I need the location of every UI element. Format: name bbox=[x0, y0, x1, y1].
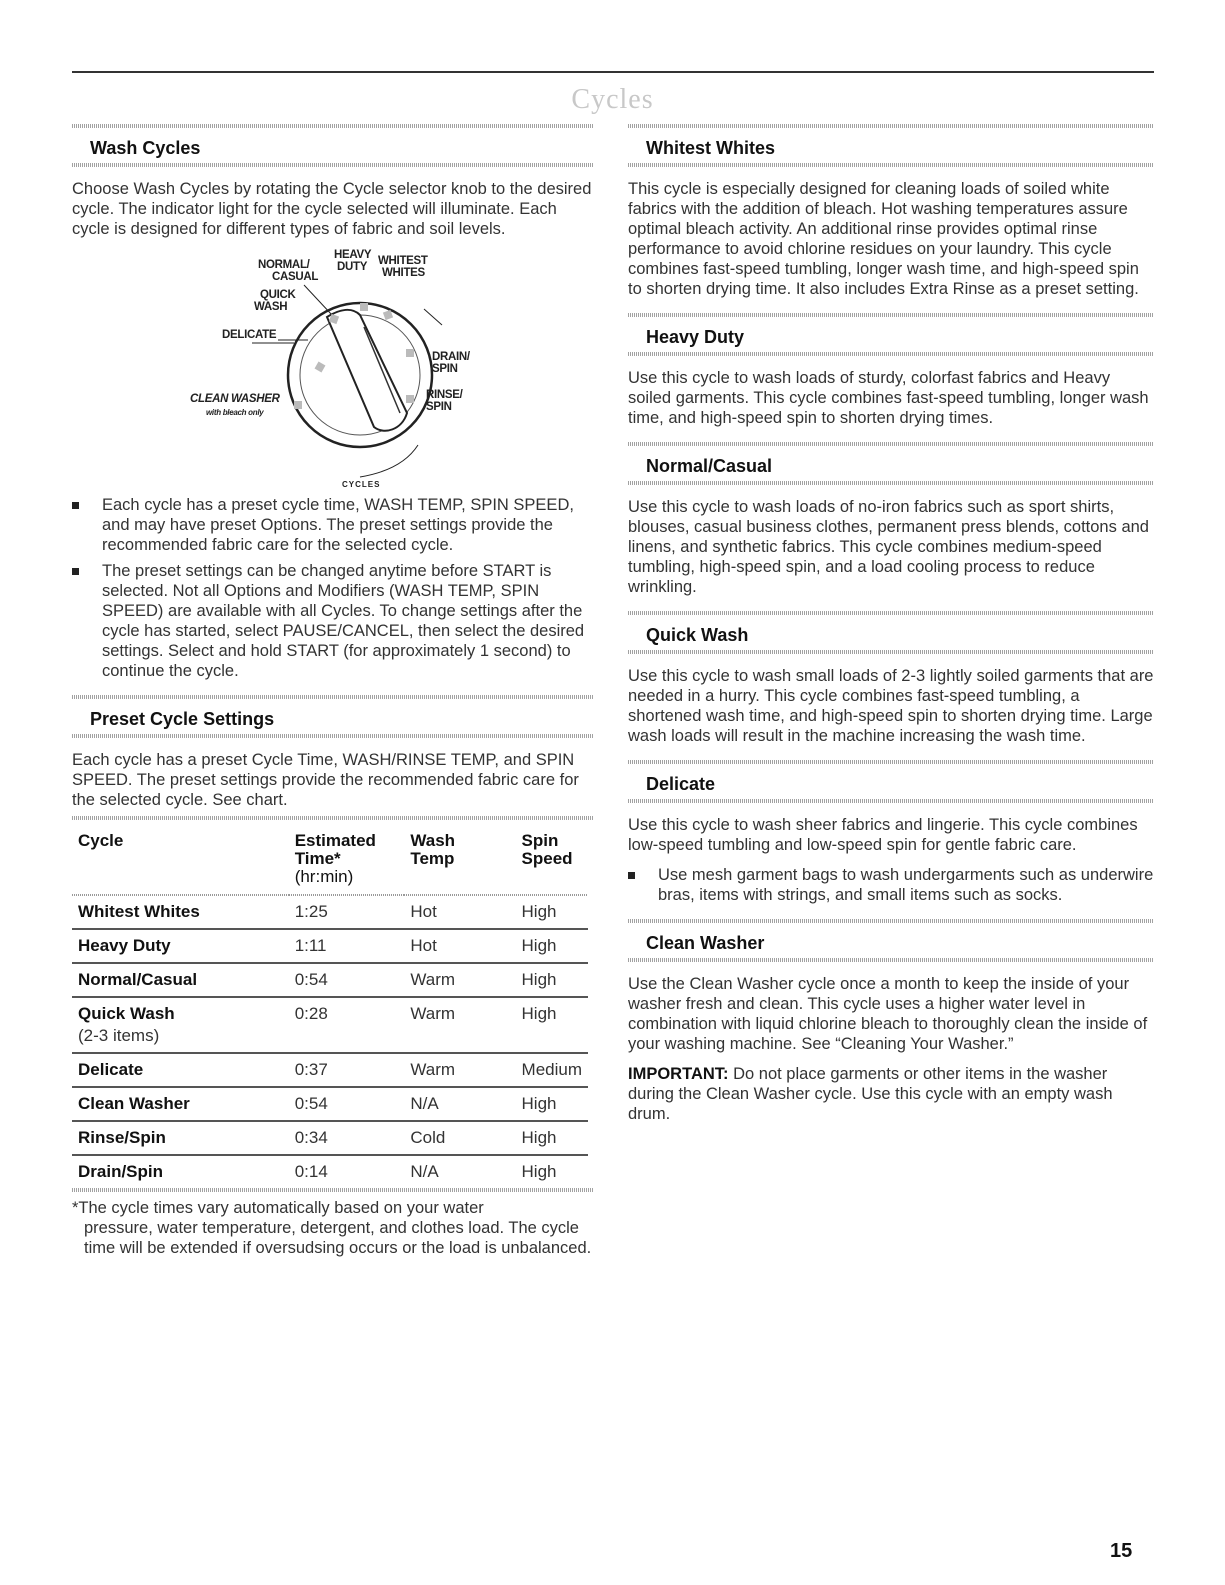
whitest-whites-body: This cycle is especially designed for cleaning loads of soiled white fabrics with the addition of bleach. Hot washing temperatures assure optimal bleach activity. An additional rinse provides optimal rinse performance to avoid chlorine residues on your laundry. This cycle combines fast-speed tumbling, longer wash time, and high-speed spin to shorten drying time. It also includes Extra Rinse as a preset setting. bbox=[628, 180, 1139, 298]
preset-settings-intro: Each cycle has a preset Cycle Time, WASH/RINSE TEMP, and SPIN SPEED. The preset settings provide the recommended fabric care for the selected cycle. See chart. bbox=[72, 751, 579, 809]
cycle-time-footnote bbox=[72, 1198, 594, 1258]
quick-wash-section bbox=[628, 611, 1154, 746]
cell-spin: High bbox=[516, 929, 588, 963]
section-divider bbox=[628, 799, 1154, 803]
cell-temp: Warm bbox=[404, 963, 515, 997]
heavy-duty-body: Use this cycle to wash loads of sturdy, colorfast fabrics and Heavy soiled garments. This cycle combines fast-speed tumbling, longer wash time, and high-speed spin to shorten drying times. bbox=[628, 369, 1149, 427]
cell-cycle: Drain/Spin bbox=[72, 1155, 289, 1188]
normal-casual-section bbox=[628, 442, 1154, 597]
table-row bbox=[72, 1155, 588, 1188]
cell-temp: Hot bbox=[404, 929, 515, 963]
cell-cycle: Rinse/Spin bbox=[72, 1121, 289, 1155]
cell-cycle: Clean Washer bbox=[72, 1087, 289, 1121]
dial-knob-graphic bbox=[72, 245, 594, 485]
wash-cycles-heading: Wash Cycles bbox=[90, 138, 201, 158]
section-divider bbox=[628, 958, 1154, 962]
wash-cycles-intro: Choose Wash Cycles by rotating the Cycle selector knob to the desired cycle. The indicator light for the cycle selected will illuminate. Each cycle is designed for different types of fabric and soil levels. bbox=[72, 180, 592, 238]
cell-time: 0:28 bbox=[289, 997, 405, 1053]
dial-label-delicate: DELICATE bbox=[222, 329, 277, 341]
section-divider bbox=[72, 163, 594, 167]
cell-cycle: Normal/Casual bbox=[72, 963, 289, 997]
cell-spin: High bbox=[516, 894, 588, 929]
delicate-body: Use this cycle to wash sheer fabrics and lingerie. This cycle combines low-speed tumbling and low-speed spin for gentle fabric care. bbox=[628, 816, 1138, 854]
cell-time: 0:54 bbox=[289, 1087, 405, 1121]
cell-temp: Hot bbox=[404, 894, 515, 929]
section-divider bbox=[628, 481, 1154, 485]
preset-settings-heading: Preset Cycle Settings bbox=[90, 709, 275, 729]
section-divider bbox=[628, 352, 1154, 356]
section-divider bbox=[628, 611, 1154, 615]
table-row bbox=[72, 1121, 588, 1155]
dial-label-heavy: HEAVY bbox=[334, 249, 372, 261]
cell-time: 0:34 bbox=[289, 1121, 405, 1155]
dial-label-cycles: CYCLES bbox=[342, 480, 381, 489]
col-header-temp: Wash Temp bbox=[410, 831, 456, 868]
table-divider bbox=[72, 816, 594, 820]
cell-spin: High bbox=[516, 997, 588, 1053]
section-divider bbox=[628, 442, 1154, 446]
col-header-spin: Spin Speed bbox=[521, 831, 573, 868]
cycle-selector-dial bbox=[72, 245, 594, 489]
clean-washer-body: Use the Clean Washer cycle once a month to keep the inside of your washer fresh and clean. This cycle uses a higher water level in combination with liquid chlorine bleach to thoroughly clean the inside of your washing machine. See “Cleaning Your Washer.” bbox=[628, 975, 1148, 1053]
section-divider bbox=[72, 695, 594, 699]
section-divider bbox=[628, 760, 1154, 764]
cell-cycle: Heavy Duty bbox=[72, 929, 289, 963]
dial-label-wash: WASH bbox=[254, 301, 288, 313]
dial-label-normal: NORMAL/ bbox=[258, 259, 310, 271]
list-item: The preset settings can be changed anytime before START is selected. Not all Options and Modifiers (WASH TEMP, SPIN SPEED) are available with all Cycles. To change settings after the cycle has started, select PAUSE/CANCEL, then select the desired settings. Select and hold START (for approximately 1 second) to continue the cycle. bbox=[72, 561, 594, 681]
table-row bbox=[72, 1087, 588, 1121]
list-item: Each cycle has a preset cycle time, WASH TEMP, SPIN SPEED, and may have preset Options. The preset settings provide the recommended fabric care for the selected cycle. bbox=[72, 495, 594, 555]
cell-cycle-note: (2-3 items) bbox=[78, 1026, 160, 1045]
heavy-duty-heading: Heavy Duty bbox=[646, 327, 745, 347]
dial-label-spin-drain: SPIN bbox=[432, 363, 458, 375]
clean-washer-important bbox=[628, 1064, 1154, 1124]
cell-temp: Warm bbox=[404, 1053, 515, 1087]
cell-spin: High bbox=[516, 1087, 588, 1121]
section-divider bbox=[628, 313, 1154, 317]
dial-label-spin-rinse: SPIN bbox=[426, 401, 452, 413]
list-item: Use mesh garment bags to wash undergarments such as underwire bras, items with strings, and small items such as socks. bbox=[628, 865, 1154, 905]
cell-temp: Cold bbox=[404, 1121, 515, 1155]
normal-casual-heading: Normal/Casual bbox=[646, 456, 773, 476]
whitest-whites-heading: Whitest Whites bbox=[646, 138, 775, 158]
section-divider bbox=[628, 919, 1154, 923]
dial-label-casual: CASUAL bbox=[272, 271, 319, 283]
dial-label-whites: WHITES bbox=[382, 267, 425, 279]
cell-time: 1:11 bbox=[289, 929, 405, 963]
cell-time: 0:37 bbox=[289, 1053, 405, 1087]
clean-washer-heading: Clean Washer bbox=[646, 933, 765, 953]
dial-label-rinse: RINSE/ bbox=[426, 389, 463, 401]
cell-temp: N/A bbox=[404, 1087, 515, 1121]
cell-cycle: Whitest Whites bbox=[72, 894, 289, 929]
table-header-row bbox=[72, 828, 588, 894]
cell-cycle: Delicate bbox=[72, 1053, 289, 1087]
cell-temp: Warm bbox=[404, 997, 515, 1053]
right-column bbox=[628, 124, 1154, 1138]
table-divider bbox=[72, 1188, 594, 1192]
table-row bbox=[72, 1053, 588, 1087]
dial-label-quick: QUICK bbox=[260, 289, 296, 301]
cell-spin: Medium bbox=[516, 1053, 588, 1087]
delicate-section bbox=[628, 760, 1154, 905]
whitest-whites-section bbox=[628, 124, 1154, 299]
normal-casual-body: Use this cycle to wash loads of no-iron fabrics such as sport shirts, blouses, casual business clothes, permanent press blends, cottons and linens, and synthetic fabrics. This cycle combines medium-speed tumbling, high-speed spin, and a load cooling process to reduce wrinkling. bbox=[628, 498, 1149, 596]
dial-label-drain: DRAIN/ bbox=[432, 351, 470, 363]
cell-temp: N/A bbox=[404, 1155, 515, 1188]
left-column bbox=[72, 124, 594, 1272]
page-title: Cycles bbox=[571, 84, 654, 115]
cell-time: 0:54 bbox=[289, 963, 405, 997]
section-divider bbox=[628, 124, 1154, 128]
dial-label-clean-washer: CLEAN WASHER bbox=[190, 393, 280, 405]
top-rule bbox=[72, 71, 1154, 73]
cell-spin: High bbox=[516, 963, 588, 997]
important-label: IMPORTANT: bbox=[628, 1065, 729, 1083]
heavy-duty-section bbox=[628, 313, 1154, 428]
dial-label-whitest: WHITEST bbox=[378, 255, 428, 267]
quick-wash-heading: Quick Wash bbox=[646, 625, 749, 645]
dial-label-bleach-only: with bleach only bbox=[206, 408, 264, 417]
wash-cycles-section bbox=[72, 124, 594, 681]
table-row bbox=[72, 929, 588, 963]
cell-cycle: Quick Wash (2-3 items) bbox=[72, 997, 289, 1053]
col-header-cycle: Cycle bbox=[78, 831, 124, 850]
delicate-heading: Delicate bbox=[646, 774, 716, 794]
cell-spin: High bbox=[516, 1155, 588, 1188]
clean-washer-section bbox=[628, 919, 1154, 1124]
table-row bbox=[72, 894, 588, 929]
section-divider bbox=[628, 163, 1154, 167]
section-divider bbox=[72, 734, 594, 738]
wash-cycles-bullets bbox=[72, 495, 594, 681]
quick-wash-body: Use this cycle to wash small loads of 2-3 lightly soiled garments that are needed in a hurry. This cycle combines fast-speed tumbling, a shortened wash time, and high-speed spin to shorten drying time. Large wash loads will result in the machine increasing the wash time. bbox=[628, 667, 1154, 745]
cell-spin: High bbox=[516, 1121, 588, 1155]
preset-cycle-settings-section bbox=[72, 695, 594, 1258]
table-row bbox=[72, 963, 588, 997]
cell-time: 1:25 bbox=[289, 894, 405, 929]
footnote-line-1: *The cycle times vary automatically based on your water bbox=[72, 1199, 484, 1217]
footnote-line-rest: pressure, water temperature, detergent, and clothes load. The cycle time will be extended if oversudsing occurs or the load is unbalanced. bbox=[84, 1219, 592, 1257]
page-number: 15 bbox=[1110, 1540, 1133, 1562]
delicate-bullets bbox=[628, 865, 1154, 905]
col-header-time: Estimated Time* (hr:min) bbox=[294, 831, 376, 886]
important-text: Do not place garments or other items in the washer during the Clean Washer cycle. Use this cycle with an empty wash drum. bbox=[628, 1065, 1113, 1123]
section-divider bbox=[628, 650, 1154, 654]
section-divider bbox=[72, 124, 594, 128]
cell-time: 0:14 bbox=[289, 1155, 405, 1188]
table-row bbox=[72, 997, 588, 1053]
cycle-settings-table bbox=[72, 828, 588, 1188]
dial-label-duty: DUTY bbox=[337, 261, 368, 273]
